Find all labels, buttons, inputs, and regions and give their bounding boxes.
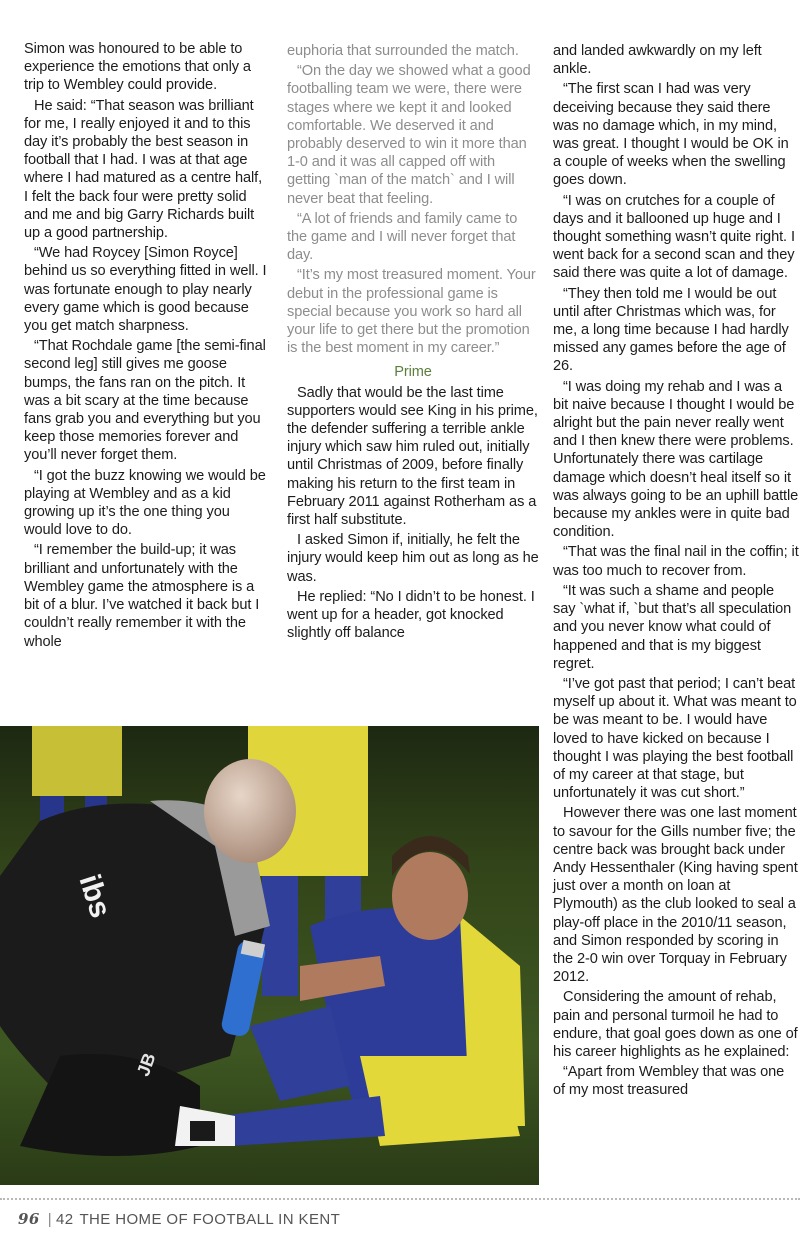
paragraph: “On the day we showed what a good footballing team we were, there were stages where we kept it and looked comfortable. We deserved it and probably deserved to win it more than 1-0 and it was all capped off with getting `man of the match` and I will never beat that feeling.: [287, 63, 531, 207]
article-column-3: [553, 42, 799, 1102]
paragraph: “I’ve got past that period; I can’t beat myself up about it. What was meant to be was meant to be. I would have loved to have kicked on because I thought I was playing the best football of my career at that stage, but unfortunately it was cut short.”: [553, 675, 797, 802]
article-column-1: [24, 40, 268, 653]
paragraph: “That was the final nail in the coffin; it was too much to recover from.: [553, 544, 799, 579]
paragraph: Sadly that would be the last time supporters would see King in his prime, the defender suffering a terrible ankle injury which saw him ruled out, initially until Christmas of 2009, before finally making his return to the first team in February 2011 against Rotherham as a first half substitute.: [287, 384, 538, 529]
paragraph: Simon was honoured to be able to experience the emotions that only a trip to Wembley could provide.: [24, 41, 251, 94]
paragraph: He replied: “No I didn’t to be honest. I went up for a header, got knocked slightly off balance: [287, 588, 535, 642]
paragraph: “They then told me I would be out until after Christmas which was, for me, a long time because I had hardly missed any games before the age of 26.: [553, 285, 789, 375]
paragraph: “It’s my most treasured moment. Your debut in the professional game is special because you work so hard all your life to get there but the promotion is the best moment in my career.”: [287, 267, 536, 357]
paragraph: “It was such a shame and people say `what if, `but that’s all speculation and you never know what could of happened and that is my biggest regret.: [553, 582, 792, 672]
paragraph: He said: “That season was brilliant for me, I really enjoyed it and to this day it’s probably the best season in football that I had. I was at that age where I had matured as a centre half, I felt the back four were pretty solid and me and big Garry Richards built up a good partnership.: [24, 97, 263, 242]
subheading: Prime: [394, 364, 432, 381]
paragraph: “We had Roycey [Simon Royce] behind us so everything fitted in well. I was fortunate enough to play nearly every game which is good because you get match sharpness.: [24, 245, 267, 335]
page-number: 42: [55, 1210, 74, 1228]
paragraph: However there was one last moment to savour for the Gills number five; the centre back was brought back under Andy Hessenthaler (King having spent just over a month on loan at Plymouth) as the club looked to seal a play-off place in the 2010/11 season, and Simon responded by scoring in the 2-0 win over Torquay in February 2012.: [553, 805, 798, 986]
magazine-logo: 96: [18, 1210, 40, 1228]
paragraph: “I was doing my rehab and I was a bit naive because I thought I would be alright but the pain never really went and I then knew there were problems. Unfortunately there was cartilage damage which doesn’t heal itself so it was always going to be an uphill battle because my ankles were in quite bad condition.: [553, 378, 799, 541]
paragraph: “I was on crutches for a couple of days and it ballooned up huge and I thought something wasn’t quite right. I went back for a second scan and they said there was quite a lot of damage.: [553, 192, 795, 282]
paragraph: Considering the amount of rehab, pain and personal turmoil he had to endure, that goal goes down as one of his career highlights as he explained:: [553, 989, 798, 1060]
paragraph: and landed awkwardly on my left ankle.: [553, 43, 762, 78]
paragraph: “A lot of friends and family came to the game and I will never forget that day.: [287, 210, 518, 264]
footer-divider: [0, 1198, 800, 1200]
footer-tagline: THE HOME OF FOOTBALL IN KENT: [79, 1210, 341, 1228]
paragraph: euphoria that surrounded the match.: [287, 43, 519, 59]
shirt-logo-text: ibs: [72, 870, 118, 922]
paragraph: “I got the buzz knowing we would be playing at Wembley and as a kid growing up it’s the one thing you would love to do.: [24, 467, 266, 539]
player-head: [392, 852, 468, 940]
paragraph: “That Rochdale game [the semi-final second leg] still gives me goose bumps, the fans ran on the pitch. It was a bit scary at the time because fans grab you and everything but you keep those memories forever and you’ll never forget them.: [24, 338, 266, 464]
physio-head: [204, 759, 296, 863]
paragraph: I asked Simon if, initially, he felt the injury would keep him out as long as he was.: [287, 532, 539, 585]
paragraph: “I remember the build-up; it was brilliant and unfortunately with the Wembley game the atmosphere is a bit of a blur. I’ve watched it back but I couldn’t really remember it with the whole: [24, 542, 260, 650]
page-footer: [18, 1208, 340, 1230]
footer-separator: |: [47, 1210, 52, 1228]
shorts-initials: JB: [132, 1050, 160, 1079]
paragraph: “The first scan I had was very deceiving because they said there was no damage which, in my mind, was great. I thought I would be OK in a couple of weeks when the swelling goes down.: [553, 81, 789, 189]
paragraph: “Apart from Wembley that was one of my most treasured: [553, 1064, 785, 1099]
article-column-2: [287, 42, 539, 645]
injury-photo: [0, 726, 539, 1185]
